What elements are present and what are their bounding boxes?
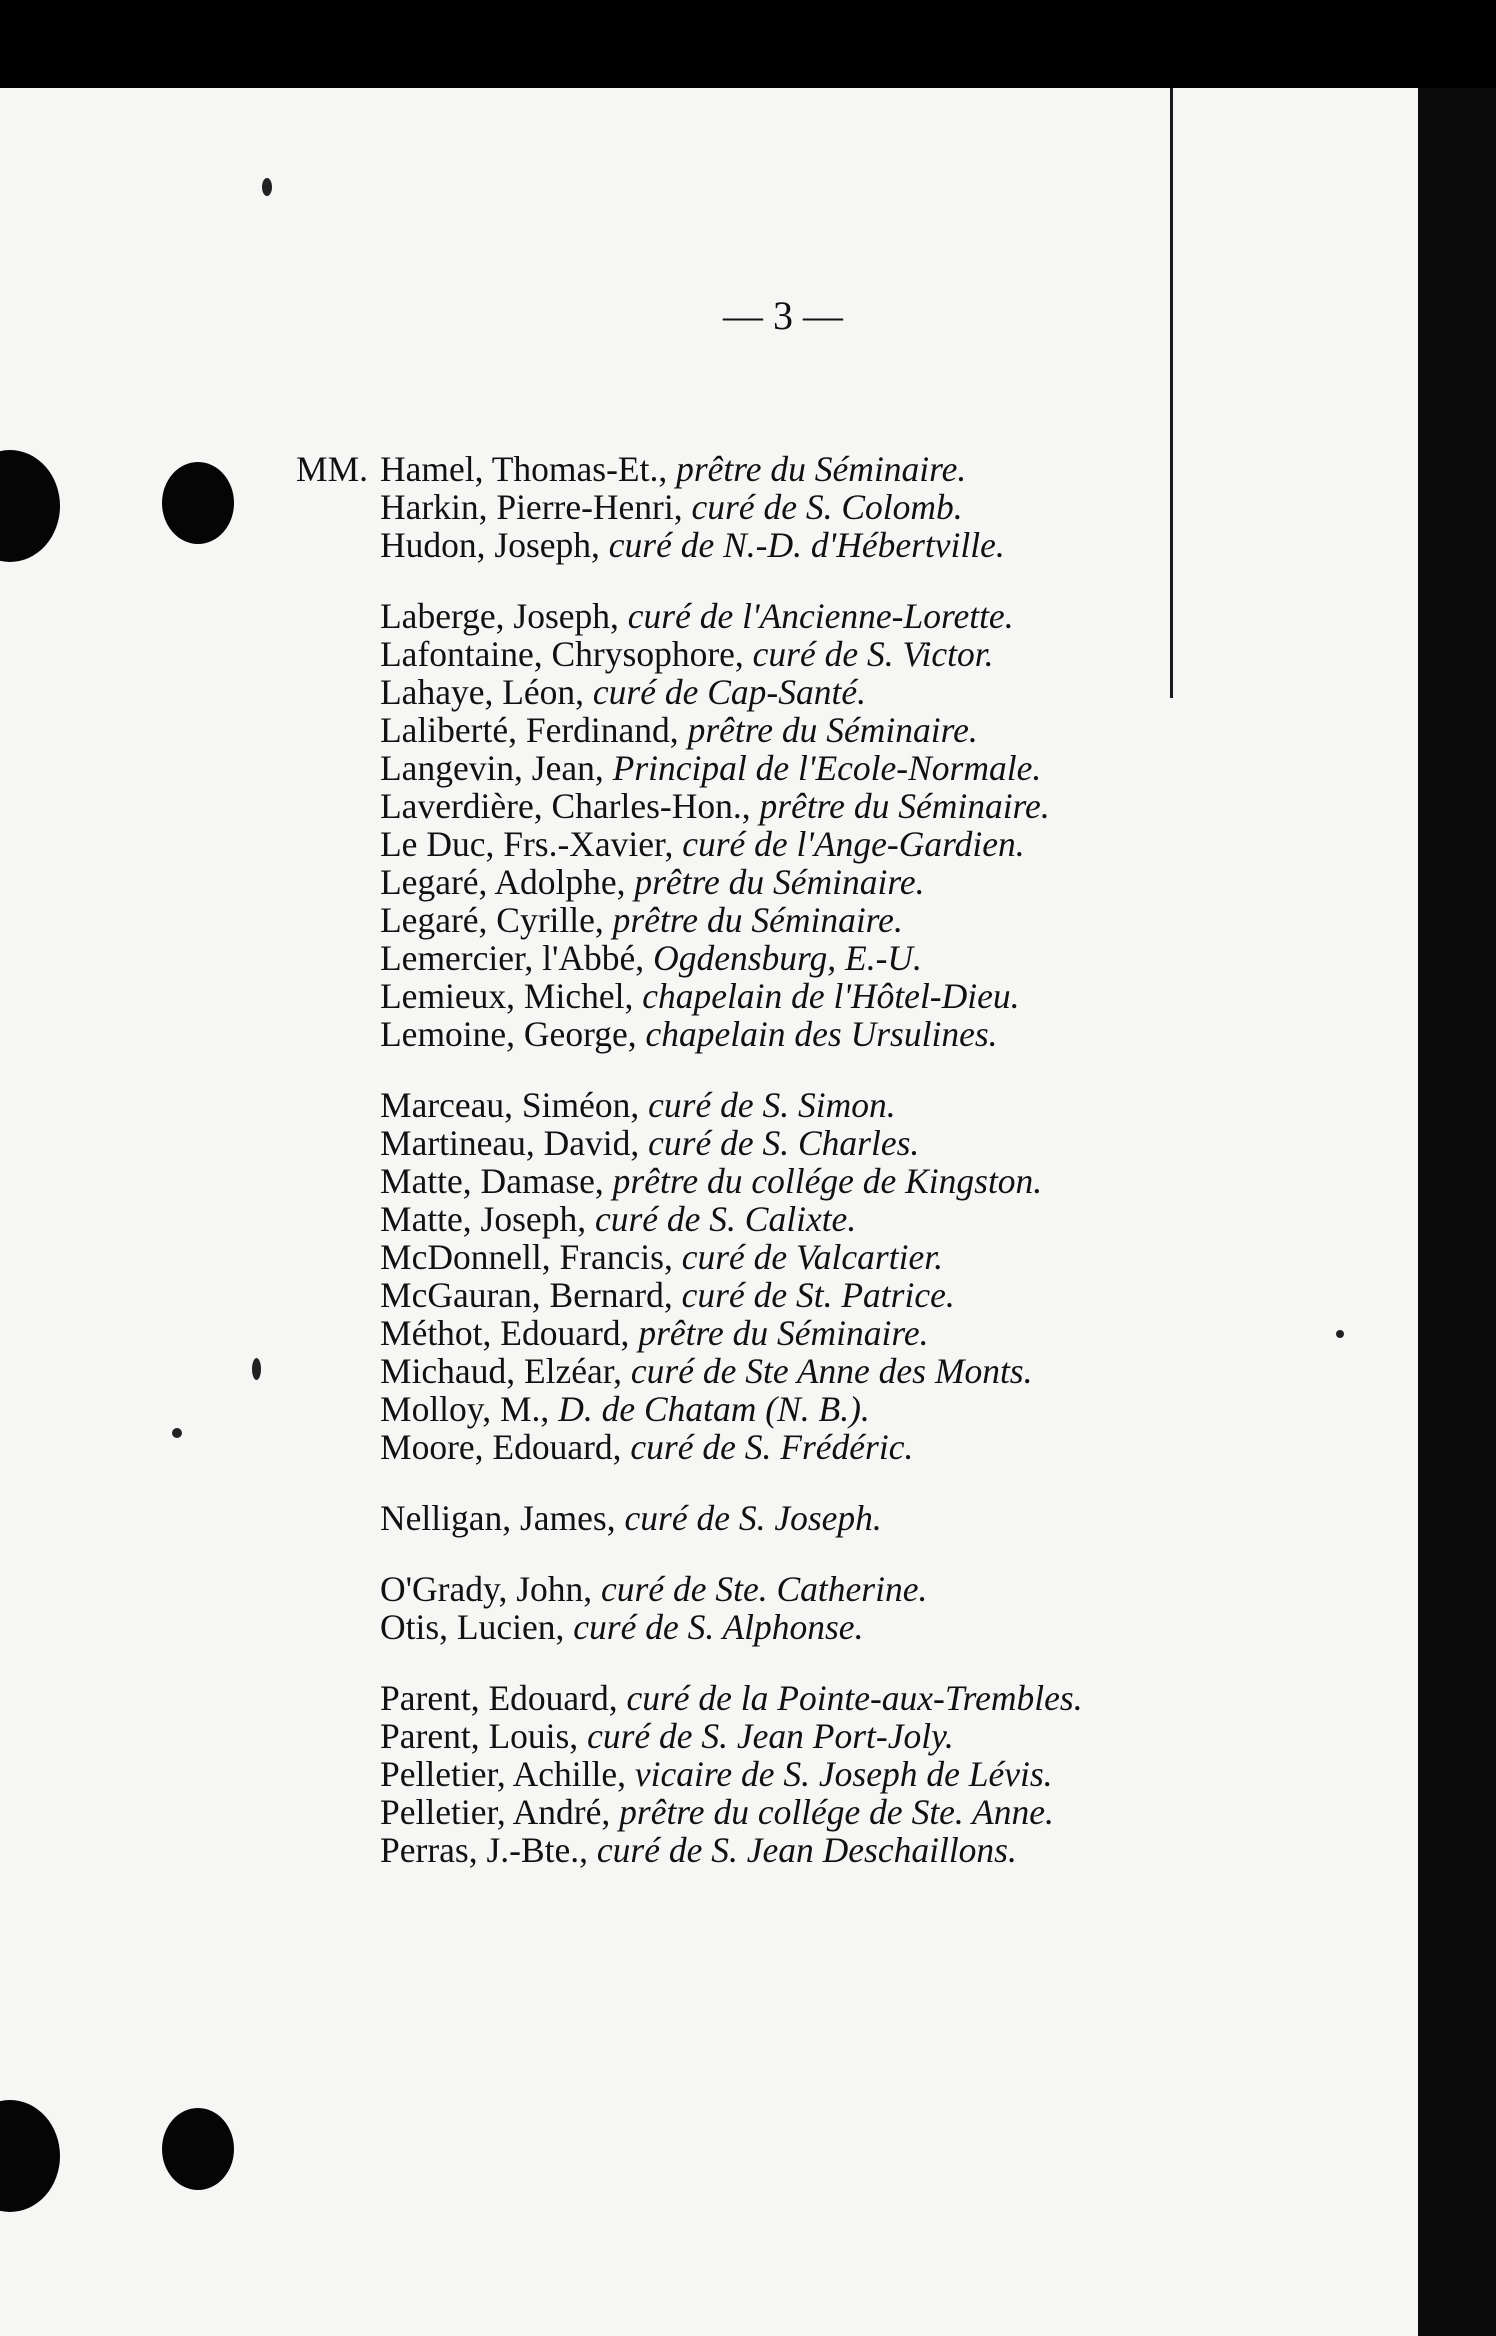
entry-name: Legaré, Adolphe, [380,862,635,902]
entry-title: curé de N.-D. d'Hébertville. [608,525,1005,565]
entry-name: Hudon, Joseph, [380,525,609,565]
entry-name: Lafontaine, Chrysophore, [380,634,753,674]
honorific-prefix: MM. [296,449,369,489]
entry-name: Laberge, Joseph, [380,596,628,636]
clergy-list [380,450,1260,1902]
list-item [380,597,1260,635]
list-item [380,825,1260,863]
entry-title: chapelain de l'Hôtel-Dieu. [642,976,1020,1016]
list-item [380,711,1260,749]
entry-title: prêtre du Séminaire. [676,449,967,489]
entry-title: curé de la Pointe-aux-Trembles. [626,1678,1083,1718]
page-number: — 3 — [723,293,843,338]
entry-name: McDonnell, Francis, [380,1237,682,1277]
entry-title: prêtre du Séminaire. [687,710,978,750]
entry-name: Lemieux, Michel, [380,976,643,1016]
list-item [380,1793,1260,1831]
entry-title: curé de S. Victor. [752,634,994,674]
ink-speck [1336,1330,1344,1338]
list-item [380,1390,1260,1428]
list-item [380,1162,1260,1200]
entry-title: prêtre du Séminaire. [759,786,1050,826]
entry-group [380,597,1260,1053]
entry-title: curé de S. Alphonse. [573,1607,864,1647]
entry-title: prêtre du Séminaire. [612,900,903,940]
list-item [380,939,1260,977]
entry-name: Nelligan, James, [380,1498,625,1538]
list-item [380,1314,1260,1352]
list-item [380,488,1260,526]
list-item [380,1570,1260,1608]
entry-name: Lemoine, George, [380,1014,646,1054]
ink-speck [262,178,272,196]
list-item [380,673,1260,711]
entry-name: Laverdière, Charles-Hon., [380,786,760,826]
list-item [380,977,1260,1015]
list-item [380,863,1260,901]
entry-group [380,1679,1260,1869]
list-item [380,526,1260,564]
list-item [380,1238,1260,1276]
entry-name: Le Duc, Frs.-Xavier, [380,824,683,864]
entry-name: O'Grady, John, [380,1569,602,1609]
entry-title: curé de S. Charles. [648,1123,920,1163]
entry-group [380,1499,1260,1537]
entry-name: Méthot, Edouard, [380,1313,639,1353]
entry-name: Moore, Edouard, [380,1427,631,1467]
ink-speck [252,1358,261,1380]
list-item [380,1499,1260,1537]
entry-name: Parent, Louis, [380,1716,588,1756]
entry-title: curé de S. Jean Port-Joly. [587,1716,954,1756]
entry-title: curé de Ste. Catherine. [601,1569,928,1609]
entry-name: Perras, J.-Bte., [380,1830,597,1870]
binding-hole-bottom-right [162,2108,234,2190]
entry-title: curé de l'Ange-Gardien. [682,824,1025,864]
entry-title: curé de S. Joseph. [624,1498,882,1538]
entry-title: prêtre du Séminaire. [634,862,925,902]
list-item [380,1015,1260,1053]
entry-name: Laliberté, Ferdinand, [380,710,688,750]
entry-title: Ogdensburg, E.-U. [653,938,922,978]
entry-name: McGauran, Bernard, [380,1275,682,1315]
entry-title: Principal de l'Ecole-Normale. [612,748,1042,788]
list-item [380,749,1260,787]
entry-name: Parent, Edouard, [380,1678,627,1718]
entry-name: Langevin, Jean, [380,748,613,788]
page-edge-shadow [1418,88,1496,2336]
binding-hole-top-right [162,462,234,544]
entry-name: Otis, Lucien, [380,1607,574,1647]
ink-speck [172,1428,182,1438]
list-item [380,1276,1260,1314]
entry-title: curé de S. Calixte. [594,1199,857,1239]
entry-title: prêtre du collége de Ste. Anne. [619,1792,1054,1832]
entry-name: Lemercier, l'Abbé, [380,938,654,978]
entry-name: Pelletier, Achille, [380,1754,635,1794]
entry-title: curé de S. Colomb. [691,487,963,527]
list-item [380,1352,1260,1390]
entry-group [380,1086,1260,1466]
entry-title: prêtre du collége de Kingston. [612,1161,1043,1201]
entry-title: curé de l'Ancienne-Lorette. [627,596,1014,636]
entry-name: Hamel, Thomas-Et., [380,449,677,489]
entry-name: Matte, Joseph, [380,1199,595,1239]
entry-name: Matte, Damase, [380,1161,613,1201]
entry-title: D. de Chatam (N. B.). [558,1389,870,1429]
list-item [380,1831,1260,1869]
entry-name: Marceau, Siméon, [380,1085,649,1125]
list-item [380,1124,1260,1162]
entry-title: prêtre du Séminaire. [638,1313,929,1353]
list-item [380,1717,1260,1755]
list-item [380,1679,1260,1717]
entry-title: curé de S. Frédéric. [630,1427,914,1467]
entry-title: vicaire de S. Joseph de Lévis. [634,1754,1053,1794]
entry-name: Martineau, David, [380,1123,649,1163]
entry-title: curé de St. Patrice. [681,1275,955,1315]
entry-name: Harkin, Pierre-Henri, [380,487,692,527]
entry-group [380,1570,1260,1646]
entry-name: Pelletier, André, [380,1792,620,1832]
entry-title: curé de S. Jean Deschaillons. [596,1830,1017,1870]
list-item [380,1428,1260,1466]
list-item [380,901,1260,939]
entry-title: curé de Ste Anne des Monts. [630,1351,1033,1391]
list-item [380,787,1260,825]
entry-name: Michaud, Elzéar, [380,1351,631,1391]
list-item [380,1200,1260,1238]
list-item [380,1086,1260,1124]
entry-title: chapelain des Ursulines. [645,1014,998,1054]
list-item [380,1608,1260,1646]
entry-title: curé de Valcartier. [681,1237,943,1277]
entry-title: curé de S. Simon. [648,1085,896,1125]
list-item [380,1755,1260,1793]
entry-title: curé de Cap-Santé. [592,672,866,712]
entry-name: Lahaye, Léon, [380,672,593,712]
entry-name: Legaré, Cyrille, [380,900,613,940]
entry-name: Molloy, M., [380,1389,559,1429]
list-item [380,635,1260,673]
entry-group [380,450,1260,564]
list-item [380,450,1260,488]
